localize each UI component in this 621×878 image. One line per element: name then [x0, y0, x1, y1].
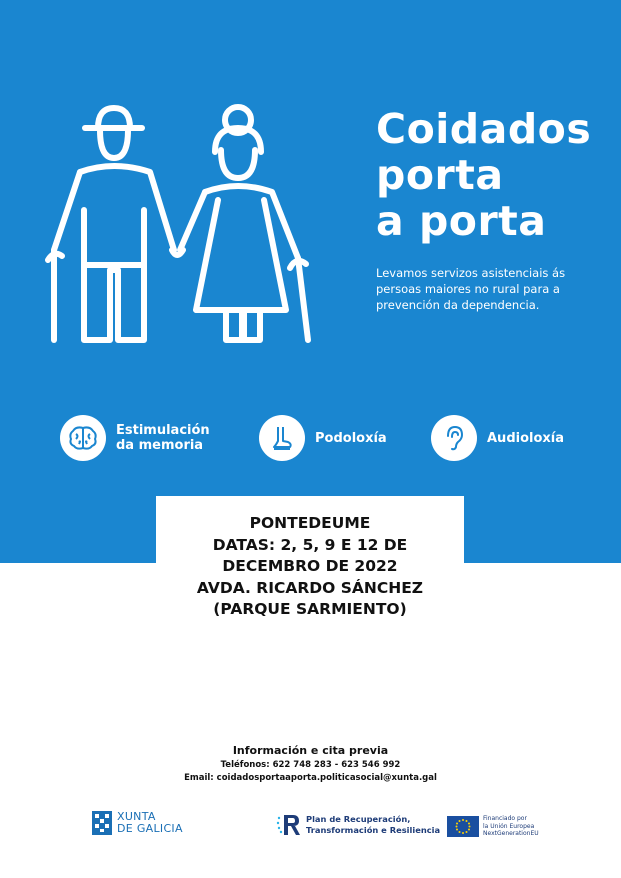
eu-flag-icon [447, 816, 479, 837]
xunta-logo [92, 811, 183, 835]
ear-icon [431, 415, 477, 461]
event-details [156, 496, 464, 634]
contact-phones: Teléfonos: 622 748 283 - 623 546 992 [220, 760, 401, 770]
elderly-couple-icon [40, 100, 325, 350]
service-label: Podoloxía [315, 430, 387, 446]
event-dates: DATAS: 2, 5, 9 E 12 DE [212, 535, 408, 554]
recovery-plan-emblem-icon [276, 812, 302, 838]
service-label: Audioloxía [487, 430, 565, 446]
page-subtitle: Levamos servizos asistenciais ás persoas maiores no rural para a prevención da dependencia. [376, 266, 566, 312]
service-memory [60, 415, 210, 461]
eu-funding-text: Financiado por la Unión Europea NextGenerationEU [483, 815, 539, 837]
event-address-detail: (PARQUE SARMIENTO) [213, 600, 407, 618]
xunta-logo-text: XUNTA DE GALICIA [117, 810, 183, 835]
event-address: AVDA. RICARDO SÁNCHEZ [196, 578, 424, 597]
xunta-emblem-icon [92, 811, 112, 835]
contact-heading: Información e cita previa [232, 744, 389, 757]
contact-info [0, 743, 621, 785]
service-label: Estimulación da memoria [116, 423, 210, 453]
service-podiatry [259, 415, 387, 461]
page-title: Coidados porta a porta [376, 105, 592, 245]
foot-icon [259, 415, 305, 461]
contact-email[interactable]: Email: coidadosportaaporta.politicasocial@xunta.gal [184, 773, 437, 783]
recovery-plan-logo [276, 812, 440, 838]
service-audiology [431, 415, 564, 461]
event-location: PONTEDEUME [249, 514, 371, 532]
event-dates-month: DECEMBRO DE 2022 [222, 557, 398, 575]
recovery-plan-text: Plan de Recuperación, Transformación e Resiliencia [306, 814, 441, 835]
brain-icon [60, 415, 106, 461]
eu-logo [447, 815, 539, 838]
